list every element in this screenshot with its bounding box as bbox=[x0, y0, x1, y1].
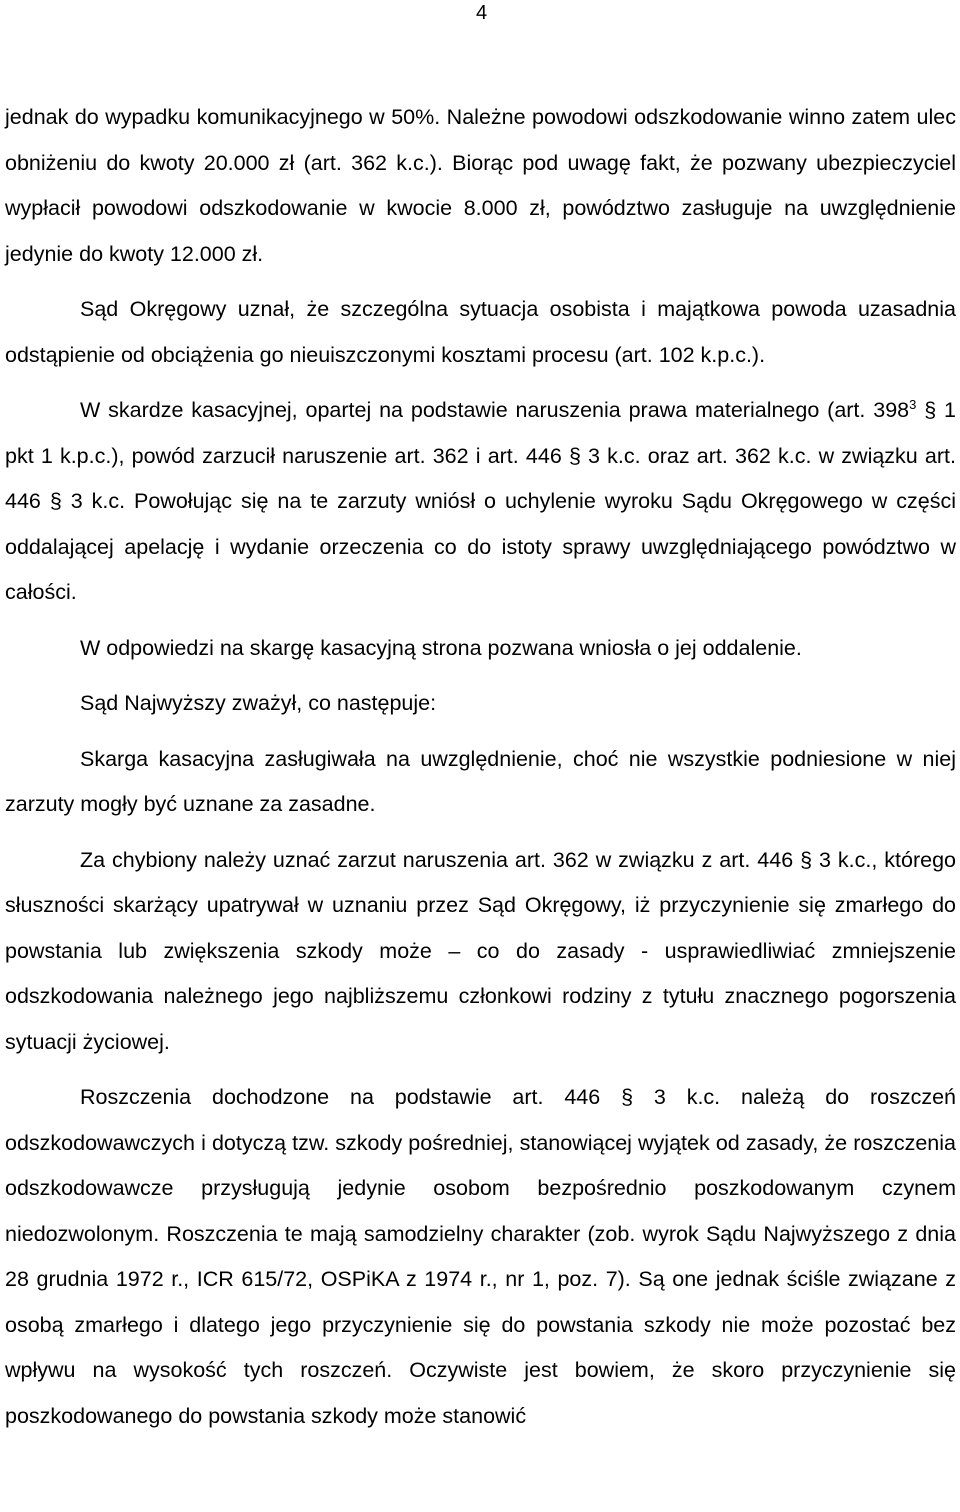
superscript: 3 bbox=[909, 396, 917, 412]
paragraph-3 bbox=[5, 388, 956, 616]
paragraph-5: Sąd Najwyższy zważył, co następuje: bbox=[80, 691, 437, 715]
paragraph-8: Roszczenia dochodzone na podstawie art. 446 § 3 k.c. należą do roszczeń odszkodowawczych i dotyczą tzw. szkody pośredniej, stanowiącej wyjątek od zasady, że roszczenia odszkodowawcze przysługują jedynie osobom bezpośrednio poszkodowanym czynem niedozwolonym. Roszczenia te mają samodzielny charakter (zob. wyrok Sądu Najwyższego z dnia 28 grudnia 1972 r., ICR 615/72, OSPiKA z 1974 r., nr 1, poz. 7). Są one jednak ściśle związane z osobą zmarłego i dlatego jego przyczynienie się do powstania szkody nie może pozostać bez wpływu na wysokość tych roszczeń. Oczywiste jest bowiem, że skoro przyczynienie się poszkodowanego do powstania szkody może stanowić bbox=[5, 1085, 956, 1428]
paragraph-7: Za chybiony należy uznać zarzut naruszenia art. 362 w związku z art. 446 § 3 k.c., którego słuszności skarżący upatrywał w uznaniu przez Sąd Okręgowy, iż przyczynienie się zmarłego do powstania lub zwiększenia szkody może – co do zasady - usprawiedliwiać zmniejszenie odszkodowania należnego jego najbliższemu członkowi rodziny z tytułu znacznego pogorszenia sytuacji życiowej. bbox=[5, 847, 956, 1054]
paragraph-4: W odpowiedzi na skargę kasacyjną strona pozwana wniosła o jej oddalenie. bbox=[80, 635, 802, 660]
document-body bbox=[5, 95, 956, 1439]
paragraph-2: Sąd Okręgowy uznał, że szczególna sytuacja osobista i majątkowa powoda uzasadnia odstąpienie od obciążenia go nieuiszczonymi kosztami procesu (art. 102 k.p.c.). bbox=[5, 297, 956, 367]
paragraph-3-text-b: § 1 pkt 1 k.p.c.), powód zarzucił naruszenie art. 362 i art. 446 § 3 k.c. oraz art. 362 k.c. w związku art. 446 § 3 k.c. Powołując się na te zarzuty wniósł o uchylenie wyroku Sądu Okręgowego w części oddalającej apelację i wydanie orzeczenia co do istoty sprawy uwzględniającego powództwo w całości. bbox=[5, 398, 956, 604]
paragraph-1: jednak do wypadku komunikacyjnego w 50%. Należne powodowi odszkodowanie winno zatem ulec obniżeniu do kwoty 20.000 zł (art. 362 k.c.). Biorąc pod uwagę fakt, że pozwany ubezpieczyciel wypłacił powodowi odszkodowanie w kwocie 8.000 zł, powództwo zasługuje na uwzględnienie jedynie do kwoty 12.000 zł. bbox=[5, 105, 956, 266]
paragraph-6: Skarga kasacyjna zasługiwała na uwzględnienie, choć nie wszystkie podniesione w niej zarzuty mogły być uznane za zasadne. bbox=[5, 746, 956, 816]
page-number: 4 bbox=[476, 2, 488, 24]
paragraph-3-text-a: W skardze kasacyjnej, opartej na podstawie naruszenia prawa materialnego (art. 398 bbox=[80, 398, 910, 422]
